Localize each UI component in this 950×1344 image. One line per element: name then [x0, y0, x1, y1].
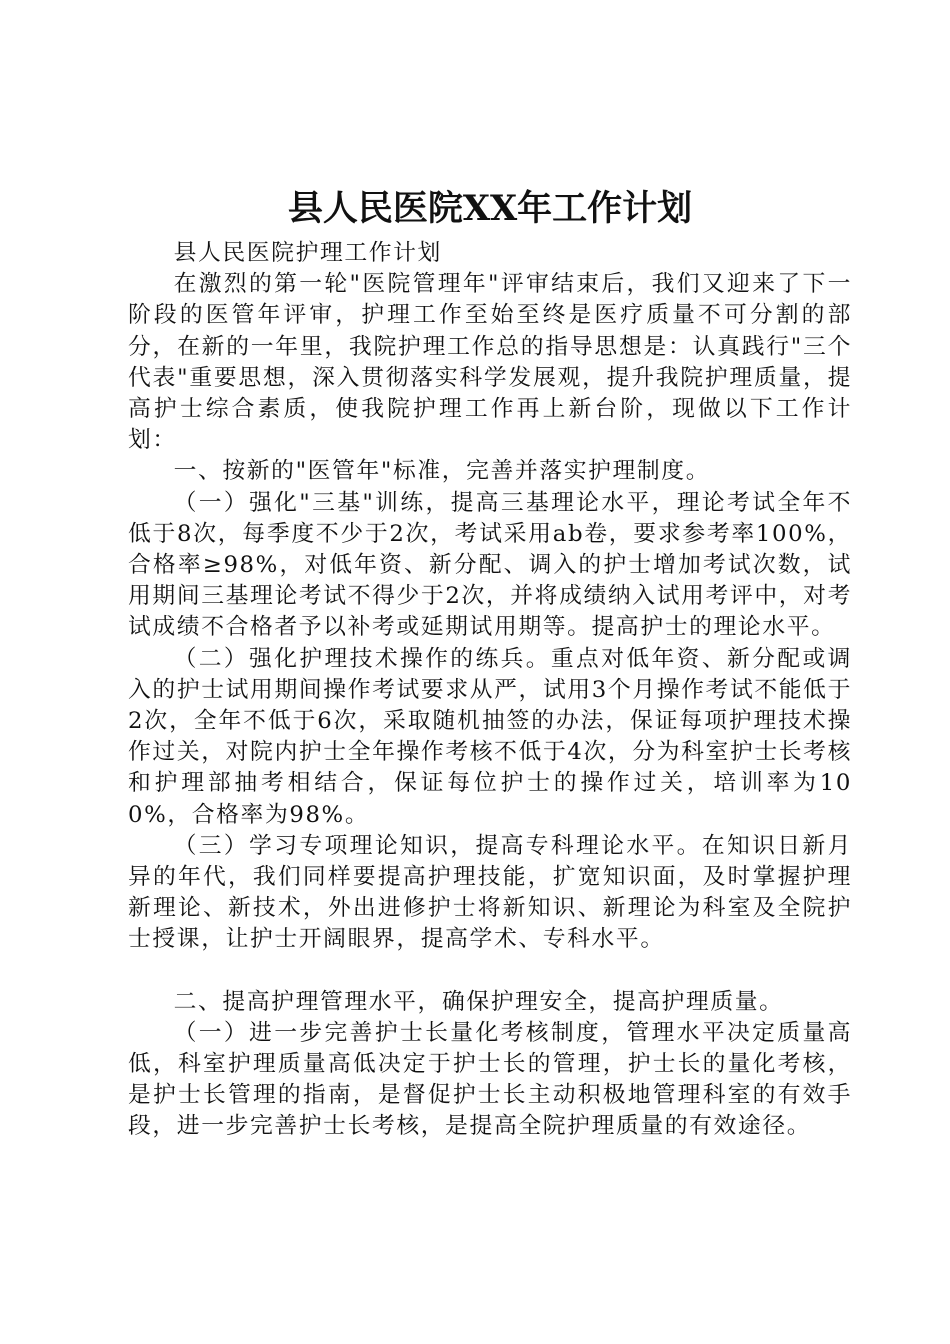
- subtitle-paragraph: 县人民医院护理工作计划: [173, 240, 442, 266]
- section-1-item-3: （三）学习专项理论知识，提高专科理论水平。在知识日新月异的年代，我们同样要提高护理技能，扩宽知识面，及时掌握护理新理论、新技术，外出进修护士将新知识、新理论为科室及全院护士授课，让护士开阔眼界，提高学术、专科水平。: [128, 832, 852, 953]
- document-page: [128, 186, 852, 1143]
- section-1-item-1: （一）强化"三基"训练，提高三基理论水平，理论考试全年不低于8次，每季度不少于2次，考试采用ab卷，要求参考率100%，合格率≥98%，对低年资、新分配、调入的护士增加考试次数，试用期间三基理论考试不得少于2次，并将成绩纳入试用考评中，对考试成绩不合格者予以补考或延期试用期等。提高护士的理论水平。: [128, 489, 852, 641]
- intro-paragraph: 在激烈的第一轮"医院管理年"评审结束后，我们又迎来了下一阶段的医管年评审，护理工作至始至终是医疗质量不可分割的部分，在新的一年里，我院护理工作总的指导思想是：认真践行"三个代表"重要思想，深入贯彻落实科学发展观，提升我院护理质量，提高护士综合素质，使我院护理工作再上新台阶，现做以下工作计划：: [128, 271, 852, 454]
- paragraph-spacer: [128, 956, 852, 987]
- section-1-heading: 一、按新的"医管年"标准，完善并落实护理制度。: [173, 458, 711, 485]
- section-1-item-2: （二）强化护理技术操作的练兵。重点对低年资、新分配或调入的护士试用期间操作考试要求从严，试用3个月操作考试不能低于2次，全年不低于6次，采取随机抽签的办法，保证每项护理技术操作过关，对院内护士全年操作考核不低于4次，分为科室护士长考核和护理部抽考相结合，保证每位护士的操作过关，培训率为100%，合格率为98%。: [128, 645, 852, 828]
- section-2-heading: 二、提高护理管理水平，确保护理安全，提高护理质量。: [173, 988, 784, 1015]
- section-2-item-1: （一）进一步完善护士长量化考核制度，管理水平决定质量高低，科室护理质量高低决定于护士长的管理，护士长的量化考核，是护士长管理的指南，是督促护士长主动积极地管理科室的有效手段，进一步完善护士长考核，是提高全院护理质量的有效途径。: [128, 1019, 852, 1140]
- document-title: 县人民医院XX年工作计划: [287, 188, 693, 229]
